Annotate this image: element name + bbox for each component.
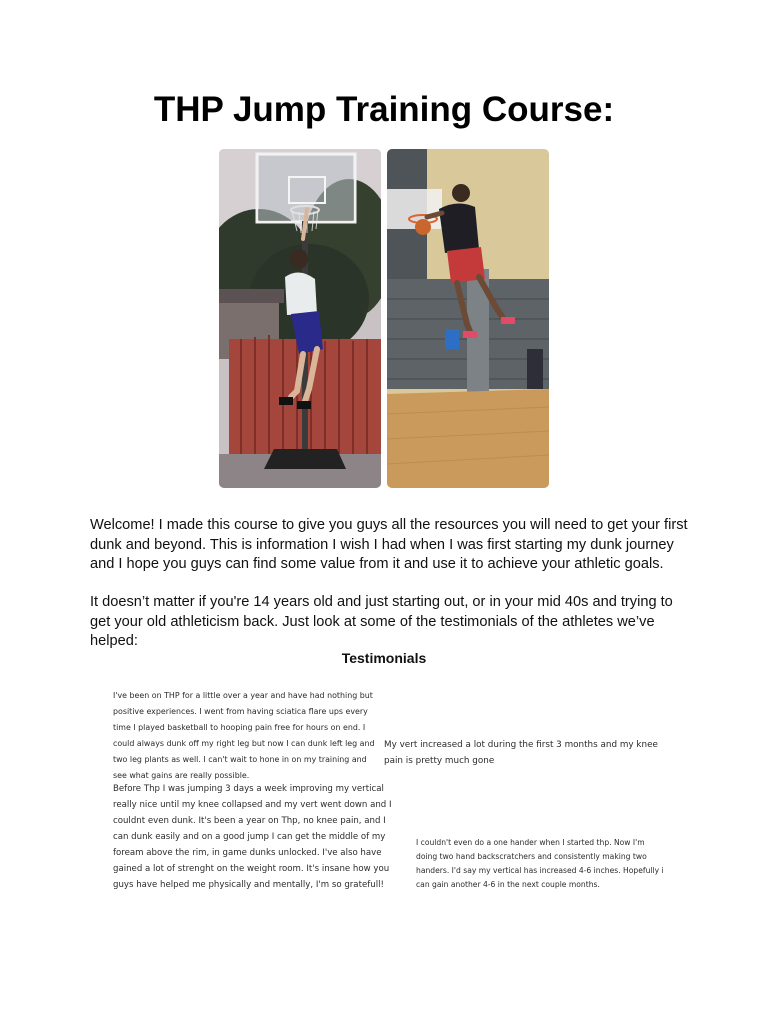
testimonial-card: My vert increased a lot during the first 3 months and my knee pain is pretty much gone: [384, 740, 658, 766]
page-title: THP Jump Training Course:: [153, 90, 615, 129]
testimonial-card: Before Thp I was jumping 3 days a week improving my vertical really nice until my knee collapsed and my vert went down and I couldnt even dunk. It's been a year on Thp, no knee pain, and I can dunk easily and on a good jump I can get the middle of my foream above the rim, in game dunks unlocked. I've also have gained a lot of strenght on the weight room. It's insane how you guys have helped me physically and mentally, I'm so gratefull!: [113, 784, 392, 890]
testimonials-heading: Testimonials: [341, 650, 427, 666]
testimonial-card: I've been on THP for a little over a year and have had nothing but positive experiences. I went from having sciatica flare ups every time I played basketball to hooping pain free for hours on end. I could always dunk off my right leg but now I can dunk left leg and two leg plants as well. I can't wait to hone in on my training and see what gains are really possible.: [113, 691, 375, 781]
testimonial-card: I couldn't even do a one hander when I started thp. Now I'm doing two hand backscratchers and consistently making two handers. I'd say my vertical has increased 4-6 inches. Hopefully i can gain another 4-6 in the next couple months.: [416, 838, 664, 889]
intro-paragraph-1: Welcome! I made this course to give you guys all the resources you will need to get your first dunk and beyond. This is information I wish I had when I was first starting my dunk journey and I hope you guys can find some value from it and use it to achieve your athletic goals.: [90, 517, 688, 572]
indoor-dunk-photo: [387, 149, 549, 488]
intro-paragraph-2: It doesn’t matter if you're 14 years old and just starting out, or in your mid 40s and trying to get your old athleticism back. Just look at some of the testimonials of the athletes we’ve helped:: [90, 594, 673, 649]
outdoor-dunk-photo: [219, 149, 381, 488]
